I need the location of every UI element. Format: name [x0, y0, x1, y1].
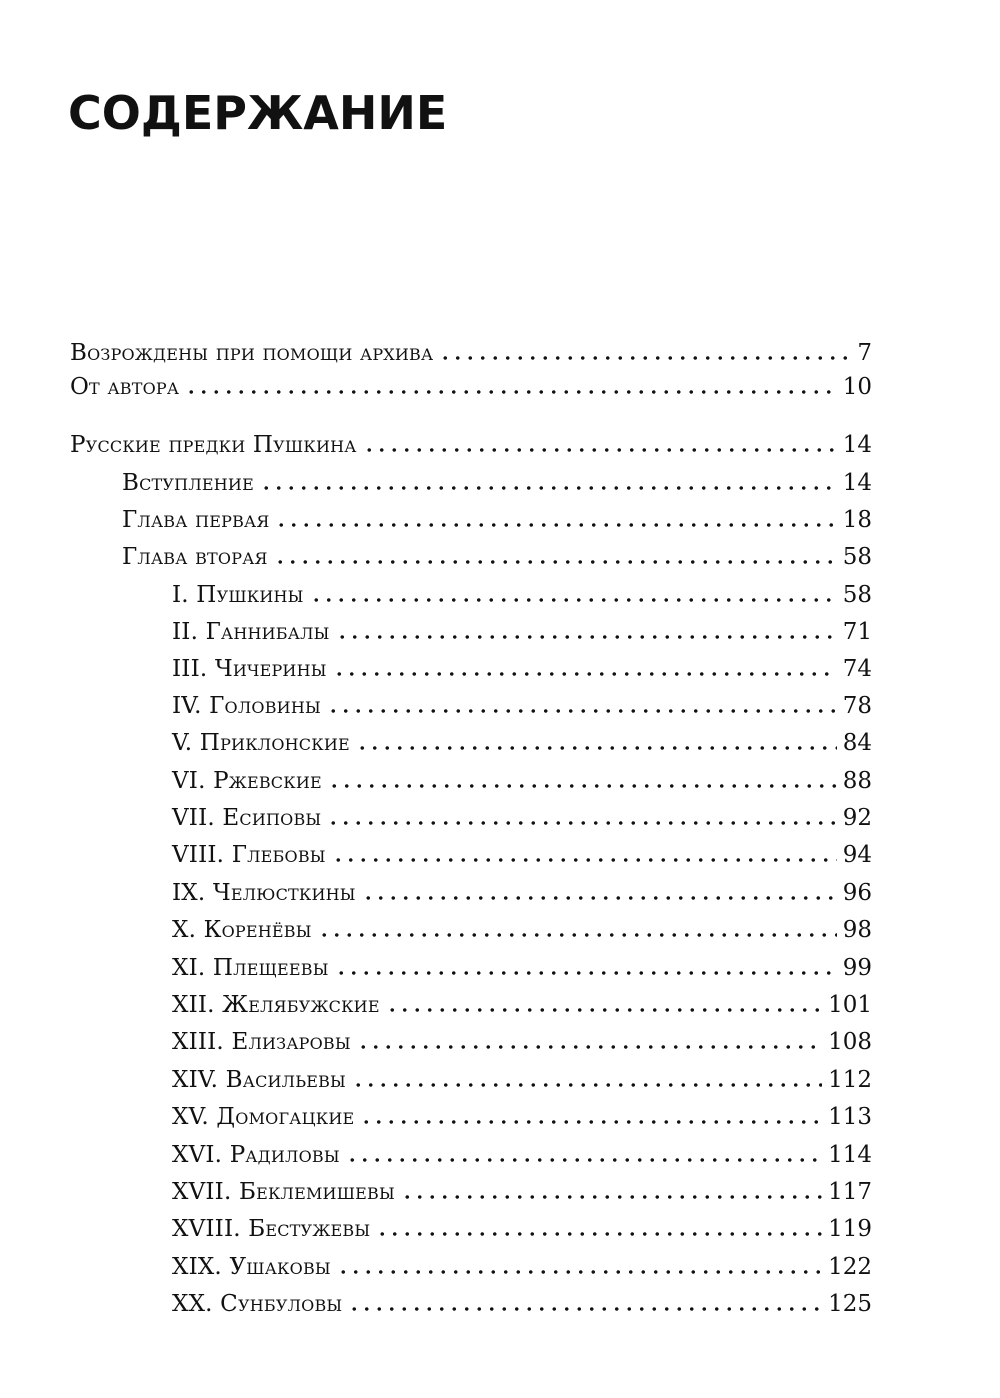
toc-entry-label: XIX. Ушаковы: [172, 1254, 331, 1280]
toc-entry-label: XVI. Радиловы: [172, 1142, 340, 1168]
dot-leader: [310, 597, 837, 603]
dot-leader: [363, 447, 837, 453]
toc-entry-label: Вступление: [122, 470, 254, 496]
toc-entry: [172, 1102, 872, 1132]
toc-entry-page-number: 119: [828, 1216, 872, 1242]
toc-entry-label: IX. Челюсткины: [172, 880, 356, 906]
toc-entry: [172, 1065, 872, 1095]
toc-entry-page-number: 18: [842, 507, 872, 533]
dot-leader: [346, 1157, 822, 1163]
toc-entry-page-number: 112: [828, 1067, 872, 1093]
dot-leader: [360, 1119, 822, 1125]
toc-entry: [172, 1214, 872, 1244]
dot-leader: [337, 1269, 822, 1275]
dot-leader: [318, 932, 837, 938]
dot-leader: [336, 634, 837, 640]
toc-entry: [172, 1177, 872, 1207]
toc-entry-label: XI. Плещеевы: [172, 955, 329, 981]
toc-entry-label: XIV. Васильевы: [172, 1067, 346, 1093]
toc-entry: [122, 542, 872, 572]
toc-entry: [70, 372, 872, 402]
toc-entry-page-number: 71: [842, 619, 872, 645]
toc-entry-label: Возрождены при помощи архива: [70, 340, 434, 366]
toc-entry: [172, 728, 872, 758]
toc-entry-label: VIII. Глебовы: [172, 842, 326, 868]
toc-entry-label: От автора: [70, 374, 180, 400]
toc-entry-page-number: 94: [842, 842, 872, 868]
toc-entry: [122, 468, 872, 498]
toc-entry: [172, 766, 872, 796]
dot-leader: [357, 1044, 822, 1050]
dot-leader: [275, 522, 836, 528]
toc-entry-label: VII. Есиповы: [172, 805, 322, 831]
toc-entry-label: Русские предки Пушкина: [70, 432, 357, 458]
dot-leader: [332, 857, 837, 863]
toc-entry: [172, 1140, 872, 1170]
toc-entry-page-number: 114: [828, 1142, 872, 1168]
toc-entry-label: X. Коренёвы: [172, 917, 312, 943]
toc-entry-page-number: 78: [842, 693, 872, 719]
dot-leader: [386, 1007, 822, 1013]
toc-entry: [122, 505, 872, 535]
toc-entry: [172, 1027, 872, 1057]
toc-entry-label: XX. Сунбуловы: [172, 1291, 343, 1317]
toc-entry: [172, 617, 872, 647]
dot-leader: [335, 970, 837, 976]
toc-entry-page-number: 7: [857, 340, 872, 366]
toc-entry-label: V. Приклонские: [172, 730, 350, 756]
toc-entry-page-number: 92: [842, 805, 872, 831]
toc-entry-page-number: 99: [842, 955, 872, 981]
dot-leader: [327, 820, 836, 826]
dot-leader: [348, 1306, 822, 1312]
toc-entry-page-number: 96: [842, 880, 872, 906]
dot-leader: [274, 559, 837, 565]
dot-leader: [362, 895, 837, 901]
toc-entry-page-number: 98: [842, 917, 872, 943]
toc-entry: [172, 953, 872, 983]
toc-entry-label: XII. Желябужские: [172, 992, 380, 1018]
toc-entry-page-number: 125: [828, 1291, 872, 1317]
toc-entry-label: XVII. Беклемишевы: [172, 1179, 395, 1205]
toc-entry: [172, 878, 872, 908]
toc-entry-page-number: 122: [828, 1254, 872, 1280]
toc-entry-page-number: 58: [842, 544, 872, 570]
toc-entry-page-number: 117: [828, 1179, 872, 1205]
toc-entry-page-number: 14: [842, 432, 872, 458]
dot-leader: [356, 745, 837, 751]
toc-entry-label: XVIII. Бестужевы: [172, 1216, 371, 1242]
toc-entry-label: III. Чичерины: [172, 656, 327, 682]
dot-leader: [327, 708, 837, 714]
toc-entry-page-number: 113: [828, 1104, 872, 1130]
toc-entry: [172, 915, 872, 945]
toc-entry-label: XV. Домогацкие: [172, 1104, 355, 1130]
dot-leader: [439, 355, 851, 361]
toc-entry-page-number: 88: [842, 768, 872, 794]
toc-entry-label: XIII. Елизаровы: [172, 1029, 351, 1055]
dot-leader: [260, 485, 837, 491]
toc-entry-label: Глава вторая: [122, 544, 268, 570]
toc-entry-label: VI. Ржевские: [172, 768, 322, 794]
toc-entry-page-number: 101: [828, 992, 872, 1018]
toc-entry-page-number: 14: [842, 470, 872, 496]
toc-entry-label: IV. Головины: [172, 693, 321, 719]
toc-entry-label: I. Пушкины: [172, 582, 304, 608]
toc-entry: [70, 338, 872, 368]
toc-entry: [172, 840, 872, 870]
toc-entry-label: Глава первая: [122, 507, 270, 533]
toc-entry-page-number: 10: [842, 374, 872, 400]
toc-entry: [172, 691, 872, 721]
toc-entry: [172, 580, 872, 610]
toc-entry: [172, 1252, 872, 1282]
toc-entry: [70, 430, 872, 460]
toc-entry-page-number: 74: [842, 656, 872, 682]
toc-entry: [172, 654, 872, 684]
toc-entry-label: II. Ганнибалы: [172, 619, 330, 645]
toc-entry: [172, 990, 872, 1020]
page-title: СОДЕРЖАНИЕ: [68, 86, 448, 140]
toc-entry-page-number: 58: [842, 582, 872, 608]
toc-entry: [172, 1289, 872, 1319]
toc-entry: [172, 803, 872, 833]
toc-entry-page-number: 108: [828, 1029, 872, 1055]
dot-leader: [401, 1194, 822, 1200]
dot-leader: [333, 671, 837, 677]
dot-leader: [376, 1231, 822, 1237]
dot-leader: [352, 1082, 822, 1088]
toc-entry-page-number: 84: [842, 730, 872, 756]
dot-leader: [185, 389, 837, 395]
dot-leader: [328, 783, 837, 789]
